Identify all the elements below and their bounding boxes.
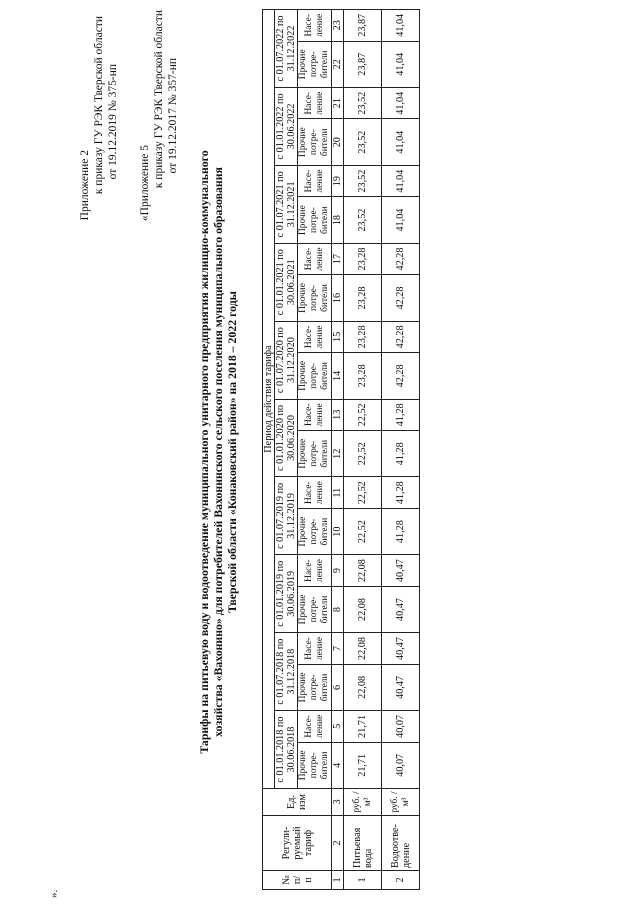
tariff-value: 41,28 — [382, 508, 420, 554]
subheader-other-consumers: Прочие потре-бители — [298, 119, 332, 165]
tariff-value: 40,47 — [382, 664, 420, 710]
column-number: 2 — [332, 816, 344, 871]
tariff-value: 22,52 — [344, 477, 382, 509]
closing-quote: ». — [48, 889, 60, 898]
column-number: 6 — [332, 664, 344, 710]
period-header: с 01.07.2020 по 31.12.2020 — [275, 321, 298, 399]
header-unit: Ед. изм — [263, 789, 332, 816]
tariff-value: 23,28 — [344, 353, 382, 399]
header-no: № п/ п — [263, 871, 332, 890]
subheader-population: Насе-ление — [298, 87, 332, 119]
row-tariff-name: Питьевая вода — [344, 816, 382, 871]
column-number: 9 — [332, 555, 344, 587]
period-header: с 01.01.2019 по 30.06.2019 — [275, 555, 298, 633]
subheader-other-consumers: Прочие потре-бители — [298, 41, 332, 87]
appendix-line-4: «Приложение 5 — [139, 145, 151, 222]
subheader-population: Насе-ление — [298, 633, 332, 665]
tariff-value: 23,52 — [344, 165, 382, 197]
tariff-value: 40,07 — [382, 742, 420, 788]
row-unit: руб. /м³ — [344, 789, 382, 816]
tariff-value: 23,52 — [344, 197, 382, 243]
subheader-population: Насе-ление — [298, 165, 332, 197]
header-tariff: Регули-руемый тариф — [263, 816, 332, 871]
tariff-value: 41,04 — [382, 87, 420, 119]
column-number: 11 — [332, 477, 344, 509]
column-number: 23 — [332, 10, 344, 42]
subheader-other-consumers: Прочие потре-бители — [298, 508, 332, 554]
period-header: с 01.07.2018 по 31.12.2018 — [275, 633, 298, 711]
row-number: 1 — [344, 871, 382, 890]
subheader-population: Насе-ление — [298, 10, 332, 42]
tariff-value: 23,28 — [344, 243, 382, 275]
row-unit: руб. /м³ — [382, 789, 420, 816]
row-number: 2 — [382, 871, 420, 890]
appendix-line-6: от 19.12.2017 № 357-нп — [167, 58, 179, 174]
tariff-value: 41,28 — [382, 431, 420, 477]
tariff-value: 22,08 — [344, 633, 382, 665]
tariff-value: 40,07 — [382, 711, 420, 743]
column-number: 7 — [332, 633, 344, 665]
subheader-other-consumers: Прочие потре-бители — [298, 742, 332, 788]
tariff-value: 40,47 — [382, 555, 420, 587]
tariff-value: 41,28 — [382, 477, 420, 509]
tariff-value: 23,52 — [344, 87, 382, 119]
period-header: с 01.01.2022 по 30.06.2022 — [275, 87, 298, 165]
period-header: с 01.07.2019 по 31.12.2019 — [275, 477, 298, 555]
subheader-other-consumers: Прочие потре-бители — [298, 586, 332, 632]
column-number: 20 — [332, 119, 344, 165]
column-number: 4 — [332, 742, 344, 788]
tariff-value: 22,08 — [344, 555, 382, 587]
period-header: с 01.01.2018 по 30.06.2018 — [275, 711, 298, 789]
appendix-line-3: от 19.12.2019 № 375-нп — [107, 64, 119, 180]
tariff-value: 41,04 — [382, 197, 420, 243]
column-number: 17 — [332, 243, 344, 275]
tariff-value: 22,08 — [344, 664, 382, 710]
tariff-value: 41,04 — [382, 41, 420, 87]
tariff-value: 42,28 — [382, 275, 420, 321]
tariff-value: 22,08 — [344, 586, 382, 632]
period-header: с 01.01.2020 по 30.06.2020 — [275, 399, 298, 477]
period-header: с 01.07.2021 по 31.12.2021 — [275, 165, 298, 243]
column-number: 15 — [332, 321, 344, 353]
tariff-value: 40,47 — [382, 633, 420, 665]
column-number: 12 — [332, 431, 344, 477]
subheader-other-consumers: Прочие потре-бители — [298, 197, 332, 243]
tariff-value: 22,52 — [344, 399, 382, 431]
table-row — [344, 10, 382, 890]
column-number: 18 — [332, 197, 344, 243]
column-number: 13 — [332, 399, 344, 431]
column-number: 5 — [332, 711, 344, 743]
appendix-line-5: к приказу ГУ РЭК Тверской области — [153, 10, 165, 189]
title-line-3: Тверской области «Конаковский район» на 2018 – 2022 годы — [225, 291, 239, 613]
subheader-other-consumers: Прочие потре-бители — [298, 353, 332, 399]
tariff-value: 23,87 — [344, 41, 382, 87]
tariff-value: 42,28 — [382, 353, 420, 399]
title-line-1: Тарифы на питьевую воду и водоотведение муниципального унитарного предприятия жилищно-коммунального — [197, 150, 211, 754]
tariff-value: 23,28 — [344, 321, 382, 353]
tariff-value: 23,52 — [344, 119, 382, 165]
subheader-population: Насе-ление — [298, 711, 332, 743]
tariff-value: 40,47 — [382, 586, 420, 632]
column-number: 14 — [332, 353, 344, 399]
row-tariff-name: Водоотве-дение — [382, 816, 420, 871]
tariff-value: 21,71 — [344, 711, 382, 743]
tariff-value: 22,52 — [344, 431, 382, 477]
header-row-subcolumns — [298, 10, 332, 890]
tariff-value: 41,28 — [382, 399, 420, 431]
appendix-line-1: Приложение 2 — [79, 150, 91, 221]
subheader-other-consumers: Прочие потре-бители — [298, 664, 332, 710]
tariff-value: 41,04 — [382, 10, 420, 42]
tariff-value: 41,04 — [382, 165, 420, 197]
tariff-value: 22,52 — [344, 508, 382, 554]
tariff-table — [262, 9, 420, 890]
column-number: 22 — [332, 41, 344, 87]
subheader-population: Насе-ление — [298, 321, 332, 353]
subheader-other-consumers: Прочие потре-бители — [298, 275, 332, 321]
period-header: с 01.01.2021 по 30.06.2021 — [275, 243, 298, 321]
tariff-value: 41,04 — [382, 119, 420, 165]
tariff-value: 21,71 — [344, 742, 382, 788]
tariff-value: 23,87 — [344, 10, 382, 42]
tariff-value: 42,28 — [382, 321, 420, 353]
header-row-column-numbers — [332, 10, 344, 890]
column-number: 16 — [332, 275, 344, 321]
appendix-line-2: к приказу ГУ РЭК Тверской области — [93, 16, 105, 195]
column-number: 21 — [332, 87, 344, 119]
header-period: Период действия тарифа — [263, 10, 275, 789]
period-header: с 01.07.2022 по 31.12.2022 — [275, 10, 298, 88]
table-row — [382, 10, 420, 890]
column-number: 10 — [332, 508, 344, 554]
column-number: 1 — [332, 871, 344, 890]
column-number: 3 — [332, 789, 344, 816]
subheader-population: Насе-ление — [298, 243, 332, 275]
tariff-value: 23,28 — [344, 275, 382, 321]
header-row-periods — [275, 10, 298, 890]
subheader-other-consumers: Прочие потре-бители — [298, 431, 332, 477]
column-number: 19 — [332, 165, 344, 197]
subheader-population: Насе-ление — [298, 477, 332, 509]
subheader-population: Насе-ление — [298, 555, 332, 587]
tariff-value: 42,28 — [382, 243, 420, 275]
header-row-period — [263, 10, 275, 890]
title-line-2: хозяйства «Вахонино» для потребителей Вахонинского сельского поселения муниципального образования — [211, 167, 225, 737]
column-number: 8 — [332, 586, 344, 632]
subheader-population: Насе-ление — [298, 399, 332, 431]
